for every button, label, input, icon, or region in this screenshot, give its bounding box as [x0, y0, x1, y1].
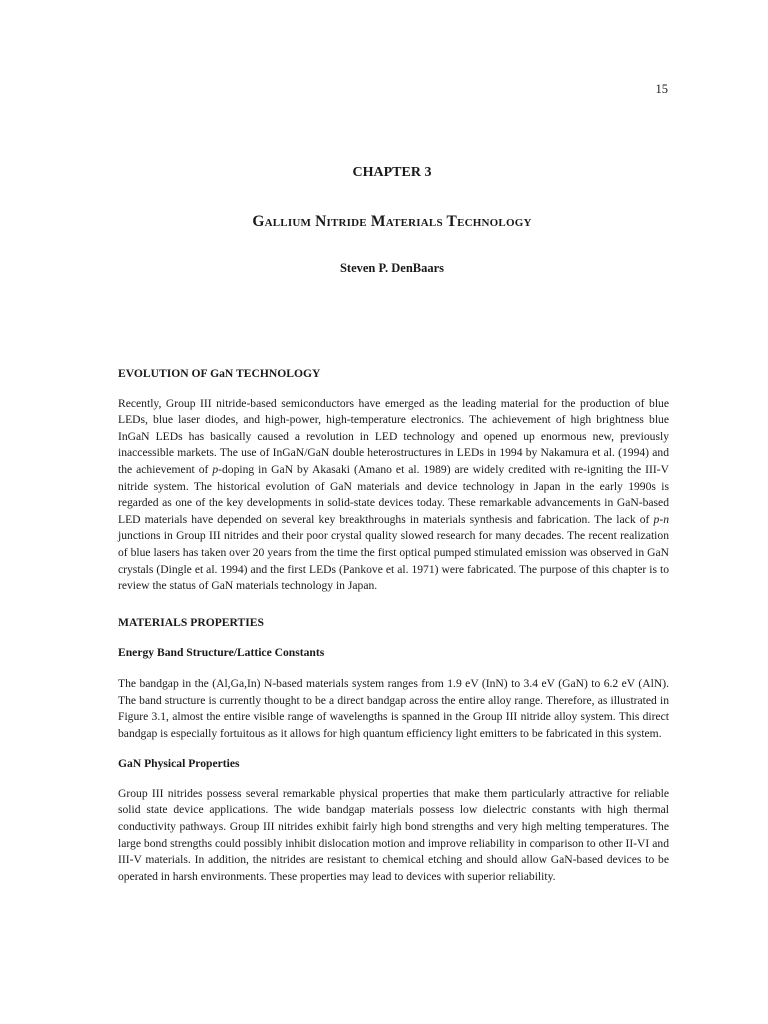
- evolution-text-1: Recently, Group III nitride-based semiconductors have emerged as the leading material for the production of blue LEDs, blue laser diodes, and high-power, high-temperature electronics. The achievement of high brightness blue InGaN LEDs has basically caused a revolution in LED technology and opened up enormous new, previously inaccessible markets. The use of InGaN/GaN double heterostructures in LEDs in 1994 by Nakamura et al. (1994) and the achievement of: [118, 396, 669, 476]
- evolution-italic-p: p: [212, 462, 219, 476]
- evolution-italic-pn: p-n: [653, 512, 669, 526]
- section-heading-evolution: EVOLUTION OF GaN TECHNOLOGY: [118, 367, 321, 380]
- body-content: [118, 366, 669, 885]
- band-structure-paragraph: The bandgap in the (Al,Ga,In) N-based materials system ranges from 1.9 eV (InN) to 3.4 eV (GaN) to 6.2 eV (AlN). The band structure is currently thought to be a direct bandgap across the entire alloy range. Therefore, as illustrated in Figure 3.1, almost the entire visible range of wavelengths is spanned in the Group III nitride alloy system. This direct bandgap is especially fortuitous as it allows for high quantum efficiency light emitters to be fabricated in this system.: [118, 676, 669, 740]
- evolution-text-3: junctions in Group III nitrides and their poor crystal quality slowed research for many decades. The recent realization of blue lasers has taken over 20 years from the time the first optical pumped stimulated emission was observed in GaN crystals (Dingle et al. 1994) and the first LEDs (Pankove et al. 1971) were fabricated. The purpose of this chapter is to review the status of GaN materials technology in Japan.: [118, 529, 669, 593]
- evolution-text-2: -doping in GaN by Akasaki (Amano et al. 1989) are widely credited with re-igniting the III-V nitride system. The historical evolution of GaN materials and device technology in Japan in the early 1990s is regarded as one of the key developments in solid-state devices today. These remarkable advancements in GaN-based LED materials have depended on several key breakthroughs in materials synthesis and fabrication. The lack of: [118, 462, 669, 526]
- chapter-title: Gallium Nitride Materials Technology: [252, 213, 532, 230]
- author-name: Steven P. DenBaars: [339, 261, 445, 275]
- section-heading-materials: MATERIALS PROPERTIES: [118, 615, 264, 629]
- evolution-paragraph: [118, 396, 669, 595]
- chapter-label: CHAPTER 3: [352, 165, 432, 180]
- physical-properties-paragraph: Group III nitrides possess several remarkable physical properties that make them particularly attractive for reliable solid state device applications. The wide bandgap materials possess low dielectric constants with high thermal conductivity pathways. Group III nitrides exhibit fairly high bond strengths and very high melting temperatures. The large bond strengths could possibly inhibit dislocation motion and improve reliability in comparison to other II-VI and III-V materials. In addition, the nitrides are resistant to chemical etching and should allow GaN-based devices to be operated in harsh environments. These properties may lead to devices with superior reliability.: [118, 786, 669, 883]
- page-number: 15: [655, 82, 668, 96]
- subsection-heading-band-structure: Energy Band Structure/Lattice Constants: [118, 646, 325, 660]
- subsection-heading-physical-properties: GaN Physical Properties: [118, 757, 240, 771]
